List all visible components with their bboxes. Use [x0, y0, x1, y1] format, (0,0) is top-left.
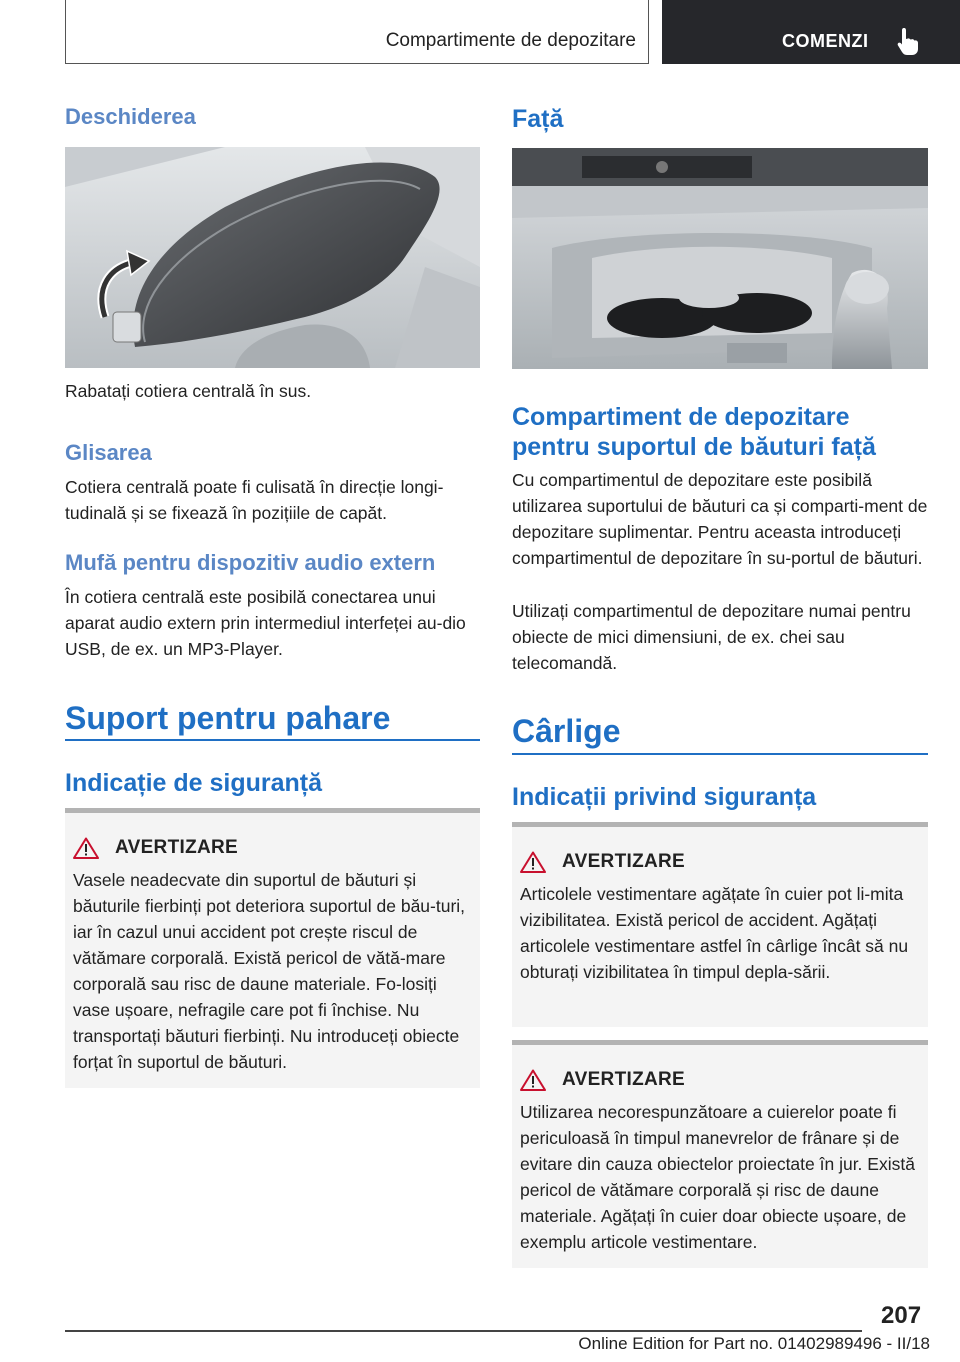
audio-text: În cotiera centrală este posibilă conectarea unui aparat audio extern prin intermediul interfeței au-dio USB, de ex. un MP3-Player.	[65, 587, 466, 659]
slide-text: Cotiera centrală poate fi culisată în direcție longi-tudinală și se fixează în pozițiile de capăt.	[65, 477, 444, 523]
edition-text: Online Edition for Part no. 01402989496 - II/18	[578, 1334, 930, 1353]
compartment-text-1: Cu compartimentul de depozitare este posibilă utilizarea suportului de băuturi ca și comparti-ment de depozitare suplimentar. Pentru aceasta introduceți compartimentul de depozitare în su-portul de băuturi.	[512, 470, 928, 568]
header-section-box	[65, 0, 649, 64]
cupholder-title: Suport pentru pahare	[65, 700, 391, 736]
hooks-warning-1	[512, 822, 928, 1027]
hooks-title: Cârlige	[512, 713, 621, 749]
opening-caption: Rabatați cotiera centrală în sus.	[65, 381, 312, 401]
chapter-tab[interactable]	[662, 0, 960, 64]
cupholder-illustration	[512, 148, 928, 369]
warning-box	[65, 808, 480, 1088]
compartment-text-2: Utilizați compartimentul de depozitare numai pentru obiecte de mici dimensiuni, de ex. chei sau telecomandă.	[512, 601, 911, 673]
opening-heading: Deschiderea	[65, 104, 196, 129]
hooks-title-rule	[512, 753, 928, 755]
hand-pointer-icon	[895, 26, 921, 56]
warning-text: Articolele vestimentare agățate în cuier pot li-mita vizibilitatea. Există pericol de accident. Agățați articolele vestimentare astfel în cârlige încât să nu obturați vizibilitatea în timpul depla-sării.	[520, 884, 909, 982]
warning-triangle-icon	[520, 1069, 546, 1091]
hooks-warning-2	[512, 1040, 928, 1268]
title-rule	[65, 739, 480, 741]
warning-triangle-icon	[520, 851, 546, 873]
front-heading: Față	[512, 105, 564, 133]
hooks-safety-heading: Indicații privind siguranța	[512, 783, 817, 811]
section-title: Compartimente de depozitare	[385, 30, 636, 51]
audio-heading: Mufă pentru dispozitiv audio extern	[65, 550, 436, 575]
compartment-heading: Compartiment de depozitare pentru suportul de băuturi față	[512, 403, 876, 461]
warning-label: AVERTIZARE	[562, 851, 685, 872]
armrest-illustration	[65, 147, 480, 368]
page-number: 207	[881, 1302, 922, 1329]
chapter-label: COMENZI	[782, 31, 869, 51]
armrest-photo	[65, 147, 480, 368]
warning-label: AVERTIZARE	[562, 1069, 685, 1090]
footer-rule	[65, 1330, 862, 1332]
warning-label: AVERTIZARE	[115, 837, 238, 858]
cupholder-photo	[512, 148, 928, 369]
warning-text: Utilizarea necorespunzătoare a cuierelor poate fi periculoasă în timpul manevrelor de frânare și de evitare din cauza obiectelor proiectate în jur. Există pericol de vătămare corporală și risc de daune materiale. Agățați în cuier doar obiecte ușoare, de exemplu articole vestimentare.	[520, 1102, 915, 1252]
warning-triangle-icon	[73, 837, 99, 859]
safety-heading: Indicație de siguranță	[65, 769, 323, 797]
slide-heading: Glisarea	[65, 440, 152, 465]
warning-text: Vasele neadecvate din suportul de băuturi și băuturile fierbinți pot deteriora suportul de bău-turi, iar în cazul unui accident pot crește riscul de vătămare corporală. Există pericol de vătă-mare corporală sau risc de daune materiale. Fo-losiți vase ușoare, nefragile care pot fi închise. Nu transportați băuturi fierbinți. Nu introduceți obiecte forțat în suportul de băuturi.	[73, 870, 466, 1072]
